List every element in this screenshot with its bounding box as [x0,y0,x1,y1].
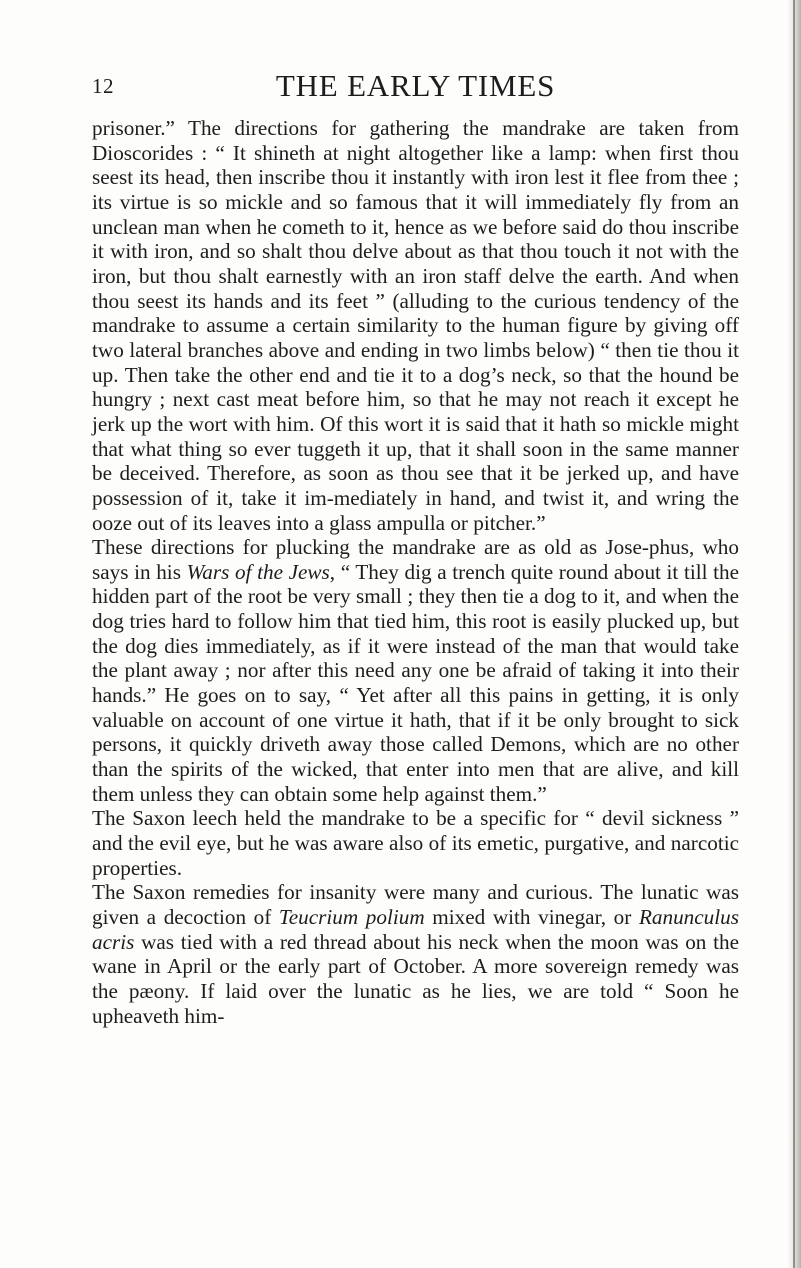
page-edge-line [793,0,795,1268]
running-head: THE EARLY TIMES [275,68,556,103]
plant-name-italic: Teucrium polium [278,905,425,929]
paragraph-text: The Saxon remedies for insanity were many and curious. The lunatic was given a decoction of [92,880,739,929]
paragraph-text: These directions for plucking the mandrake are as old as Jose-phus, who says in his [92,535,739,584]
paragraph-4 [92,880,739,1028]
paragraph-2 [92,535,739,806]
paragraph-text: was tied with a red thread about his neck when the moon was on the wane in April or the early part of October. A more sovereign remedy was the pæony. If laid over the lunatic as he lies, we are told “ Soon he upheaveth him- [92,929,739,1028]
book-title-italic: Wars of the Jews [186,559,330,584]
paragraph-text: mixed with vinegar, or [424,905,639,929]
paragraph-text: , “ They dig a trench quite round about it till the hidden part of the root be very small ; they then tie a dog to it, and when the dog tries hard to follow him that tied him, this root is easily plucked up, but the dog dies immediately, as if it were instead of the man that would take the plant away ; nor after this need any one be afraid of taking it into their hands.” He goes on to say, “ Yet after all this pains in getting, it is only valuable on account of one virtue it hath, that if it be only brought to sick persons, it quickly driveth away those called Demons, which are no other than the spirits of the wicked, that enter into men that are alive, and kill them unless they can obtain some help against them.” [92,559,740,806]
paragraph-1 [92,116,739,535]
body-text [92,116,739,1028]
page-header [92,60,739,103]
paragraph-text: prisoner.” The directions for gathering the mandrake are taken from Dioscorides : “ It shineth at night altogether like a lamp: when first thou seest its head, then inscribe thou it instantly with iron lest it flee from thee ; its virtue is so mickle and so famous that it will immediately fly from an unclean man when he cometh to it, hence as we before said do thou inscribe it with iron, and so shalt thou delve about as that thou touch it not with the iron, but thou shalt earnestly with an iron staff delve the earth. And when thou seest its hands and its feet ” (alluding to the curious tendency of the mandrake to assume a certain similarity to the human figure by giving off two lateral branches above and ending in two limbs below) “ then tie thou it up. Then take the other end and tie it to a dog’s neck, so that the hound be hungry ; next cast meat before him, so that he may not reach it except he jerk up the wort with him. Of this wort it is said that it hath so mickle might that what thing so ever tuggeth it up, that it shall soon in the same manner be deceived. Therefore, as soon as thou see that it be jerked up, and have possession of it, take it im-mediately in hand, and twist it, and wring the ooze out of its leaves into a glass ampulla or pitcher.” [92,116,739,535]
plant-name-italic: Ranunculus acris [92,905,739,954]
paragraph-text: The Saxon leech held the mandrake to be a specific for “ devil sickness ” and the evil eye, but he was aware also of its emetic, purgative, and narcotic properties. [92,806,739,880]
page-number: 12 [92,74,114,98]
paragraph-3 [92,806,739,880]
